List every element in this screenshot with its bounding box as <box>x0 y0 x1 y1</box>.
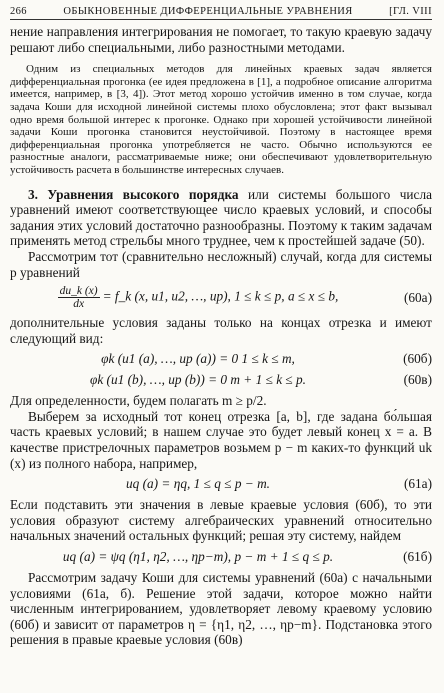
page-number: 266 <box>10 6 27 17</box>
chapter-label: [ГЛ. VIII <box>389 6 432 17</box>
paragraph-4: Для определенности, будем полагать m ≥ p/2. <box>10 393 267 409</box>
equation-60v: φk (u1 (b), …, up (b)) = 0 m + 1 ≤ k ≤ p. (60в) <box>89 372 432 388</box>
paragraph-2: Рассмотрим тот (сравнительно несложный) случай, когда для системы p уравнений <box>10 248 432 280</box>
equation-label: (60а) <box>403 289 432 305</box>
section-paragraph <box>10 187 432 249</box>
paragraph-1: нение направления интегрирования не помогает, то такую краевую задачу решают либо специальными, либо разностными методами. <box>10 24 432 55</box>
equation-label: (61б) <box>403 549 432 565</box>
section-text: или системы большого числа уравнений имеют соответствующее число краевых условий, и способы задания этих условий достаточно разнообразны. Поэтому к таким задачам применять метод стрельбы много труднее, чем к простейшей задаче (50). <box>10 186 432 249</box>
small-print-note: Одним из специальных методов для линейных краевых задач является дифференциальная прогонка (ее идея предложена в [1], а подробное описание алгоритма имеется, например, в [3, 4]). Этот метод хорошо устойчив именно в том случае, когда задача Коши для исходной линейной системы плохо обусловлена; этот факт вызывал одно время большой интерес к прогонке. Однако при хорошей устойчивости линейной задачи Коши прогонка становится неустойчивой. Поэтому в настоящее время дифференциальная прогонка употребляется не часто. Обычно используются ее разностные аналоги, рассматриваемые ниже; они обеспечивают удовлетворительную устойчивость расчета в большинстве интересных случаев. <box>10 63 432 176</box>
equation-60a: $\frac{du\_k (x)}{dx}$ = f_k (x, u1, u2, …, up), 1 ≤ k ≤ p, a ≤ x ≤ b, (60а) <box>59 285 432 311</box>
section-heading: 3. Уравнения высокого порядка <box>28 186 239 202</box>
equation-label: (61а) <box>403 476 432 492</box>
paragraph-7: Рассмотрим задачу Коши для системы уравнений (60а) с начальными условиями (61а, б). Решение этой задачи, которое можно найти численным интегрированием, удовлетворяет левому краевому условию (60б) и зависит от параметров η = {η1, η2, …, ηp−m}. Подстановка этого решения в правые краевые условия (60в) <box>10 570 432 648</box>
equation-label: (60б) <box>403 351 432 367</box>
paragraph-5: Выберем за исходный тот конец отрезка [a, b], где задана бо́льшая часть краевых условий; в нашем случае это будет левый конец x = a. В качестве пристрелочных параметров возьмем p − m каких-то функций uk (x) из полного набора, например, <box>10 408 432 471</box>
running-title: ОБЫКНОВЕННЫЕ ДИФФЕРЕНЦИАЛЬНЫЕ УРАВНЕНИЯ <box>63 6 353 17</box>
equation-61b: uq (a) = ψq (η1, η2, …, ηp−m), p − m + 1 ≤ q ≤ p. (61б) <box>62 549 432 565</box>
derivative-fraction: $\frac{du\_k (x)}{dx}$ <box>59 285 98 311</box>
page-header <box>10 6 432 20</box>
paragraph-6: Если подставить эти значения в левые краевые условия (60б), то эти условия образуют систему алгебраических уравнений относительно начальных значений остальных функций; решая эту систему, найдем <box>10 497 432 544</box>
equation-60b: φk (u1 (a), …, up (a)) = 0 1 ≤ k ≤ m, (60б) <box>101 351 432 367</box>
equation-61a: uq (a) = ηq, 1 ≤ q ≤ p − m. (61а) <box>125 476 432 492</box>
equation-label: (60в) <box>403 372 432 388</box>
paragraph-3: дополнительные условия заданы только на концах отрезка и имеют следующий вид: <box>10 315 432 346</box>
